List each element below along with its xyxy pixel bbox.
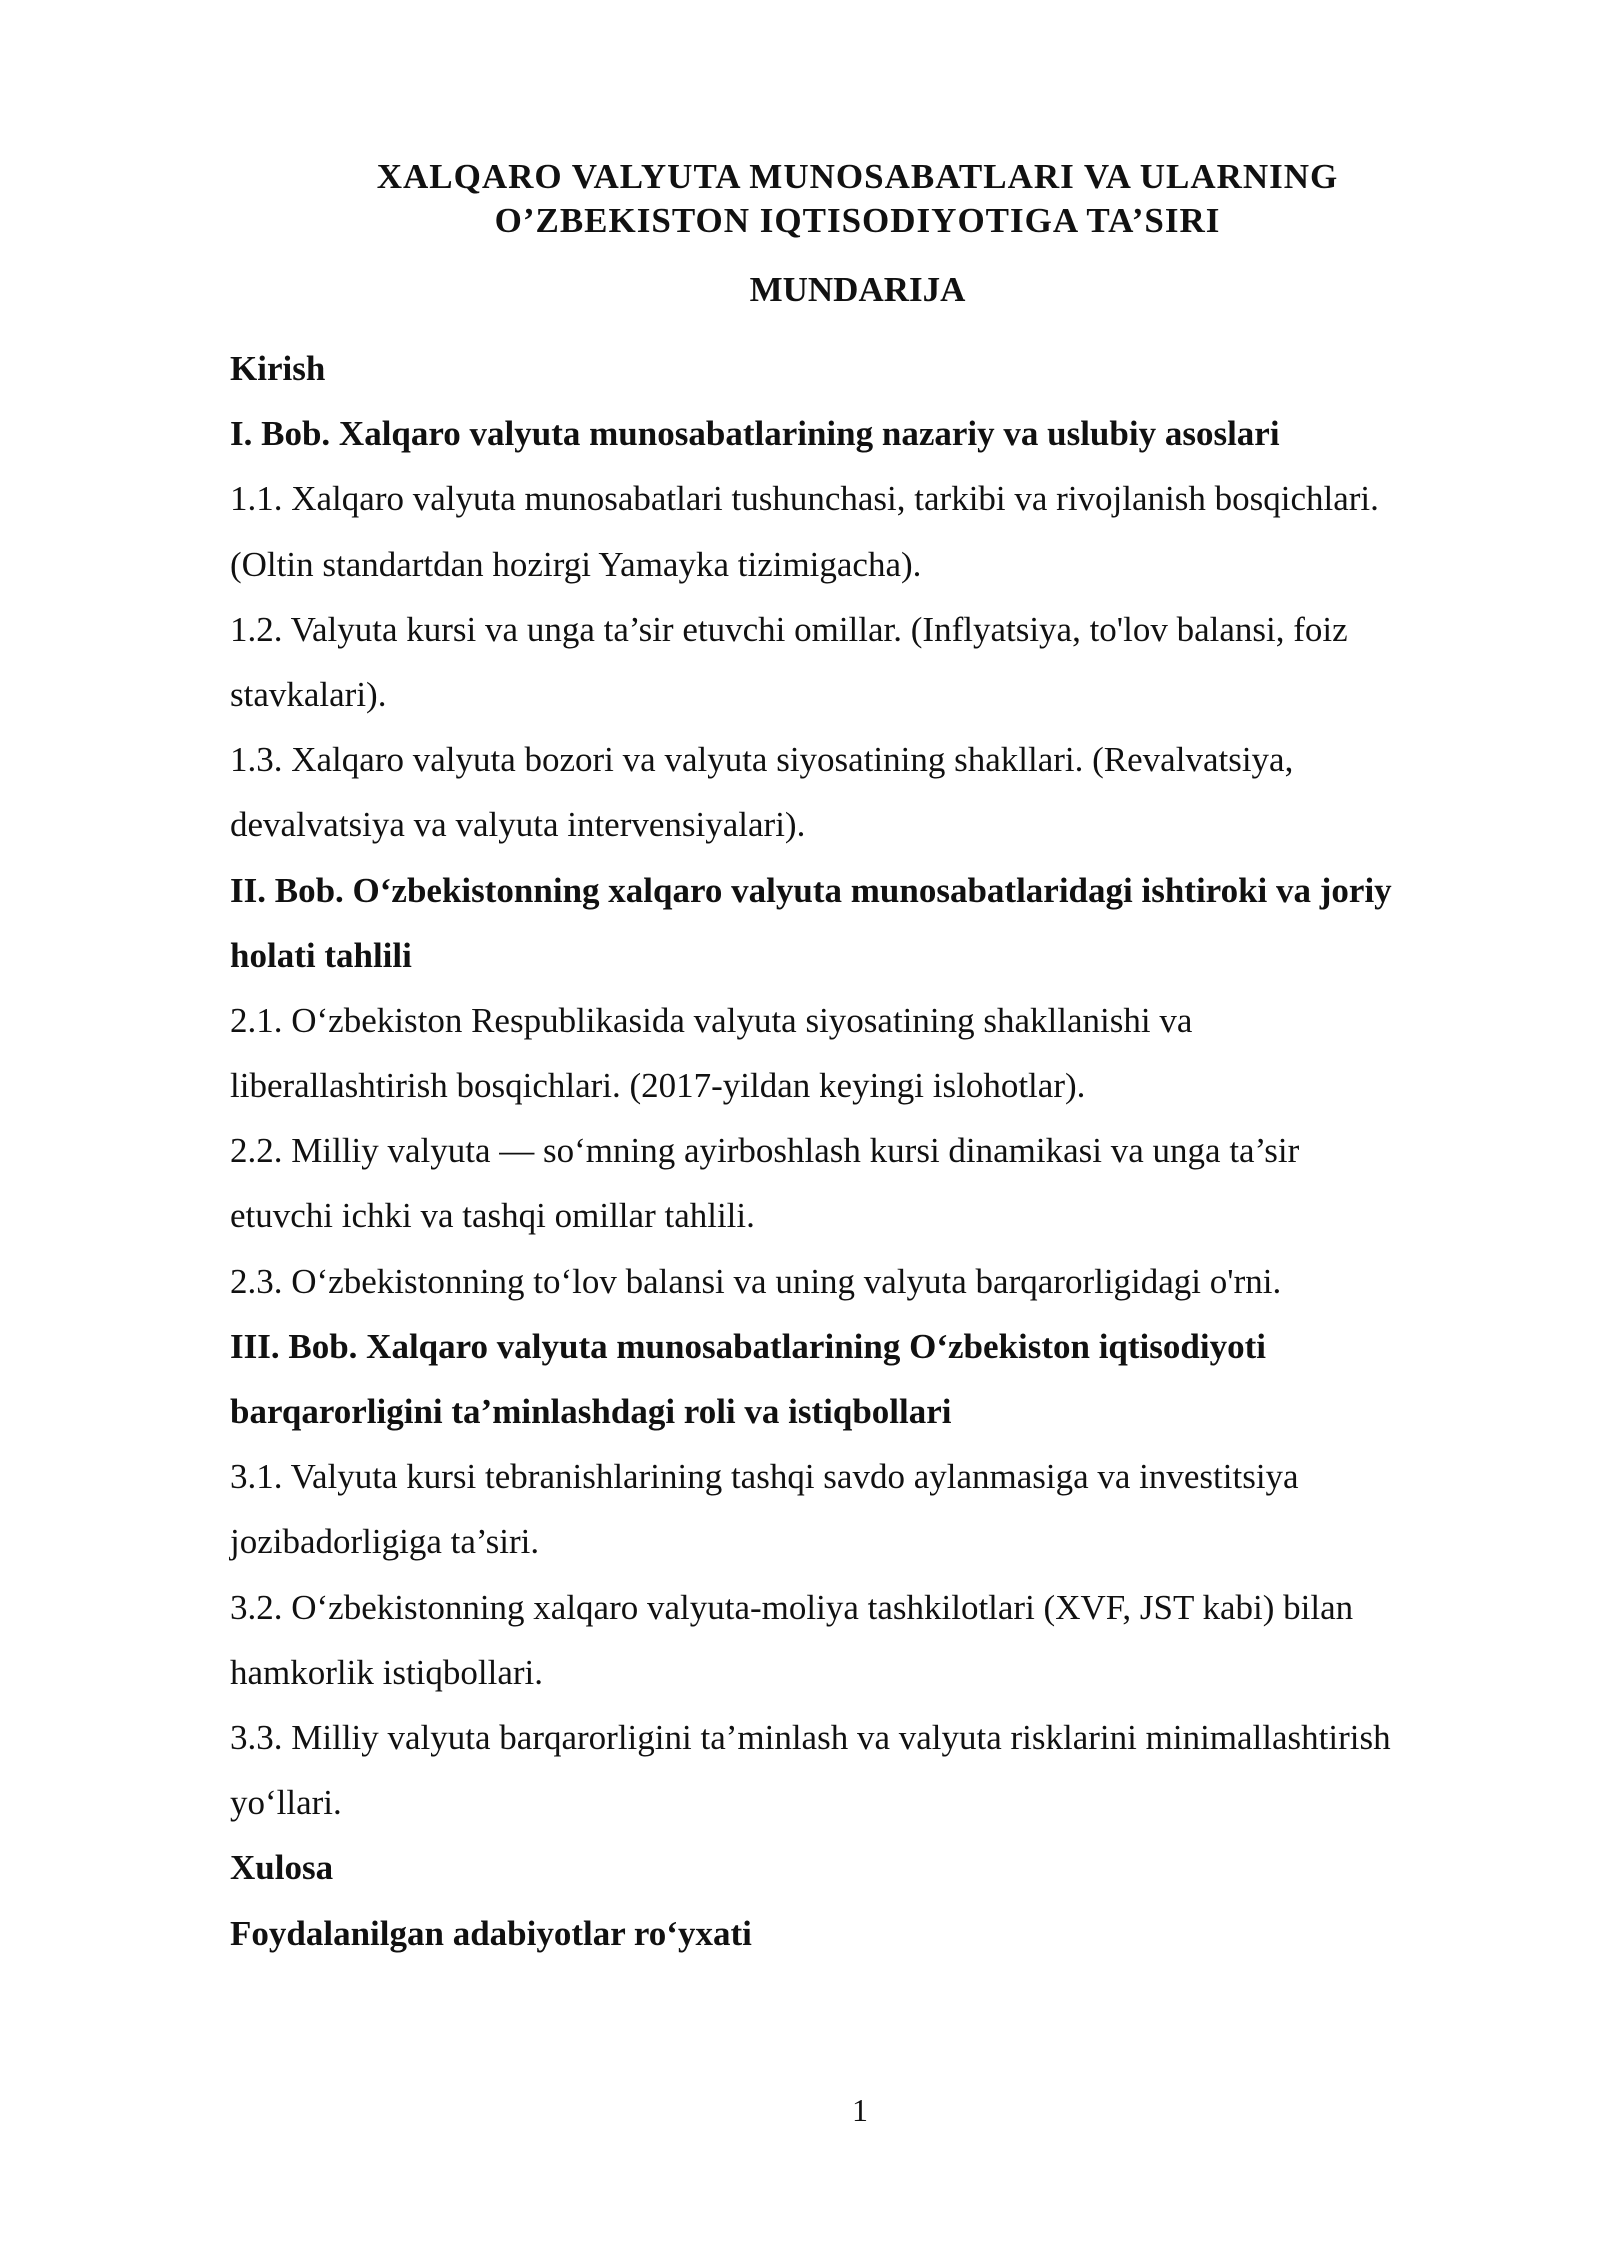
toc-section-1-1-continued: (Oltin standartdan hozirgi Yamayka tizimigacha). bbox=[230, 544, 922, 584]
toc-section-1-3: 1.3. Xalqaro valyuta bozori va valyuta siyosatining shakllari. (Revalvatsiya, bbox=[230, 740, 1294, 780]
toc-section-3-2-continued: hamkorlik istiqbollari. bbox=[230, 1652, 544, 1692]
toc-section-1-2: 1.2. Valyuta kursi va unga ta’sir etuvchi omillar. (Inflyatsiya, to'lov balansi, foiz bbox=[230, 609, 1348, 649]
toc-chapter-1: I. Bob. Xalqaro valyuta munosabatlarining nazariy va uslubiy asoslari bbox=[230, 414, 1280, 454]
page-number: 1 bbox=[852, 2092, 868, 2128]
toc-section-3-1-continued: jozibadorligiga ta’siri. bbox=[230, 1522, 540, 1562]
toc-section-1-1: 1.1. Xalqaro valyuta munosabatlari tushunchasi, tarkibi va rivojlanish bosqichlari. bbox=[230, 479, 1379, 519]
document-title-line-1: XALQARO VALYUTA MUNOSABATLARI VA ULARNING bbox=[376, 157, 1339, 196]
toc-section-2-3: 2.3. O‘zbekistonning to‘lov balansi va uning valyuta barqarorligidagi o'rni. bbox=[230, 1261, 1282, 1301]
toc-references: Foydalanilgan adabiyotlar ro‘yxati bbox=[230, 1913, 752, 1953]
toc-introduction: Kirish bbox=[230, 349, 326, 388]
toc-section-3-3: 3.3. Milliy valyuta barqarorligini ta’minlash va valyuta risklarini minimallashtirish bbox=[230, 1717, 1391, 1757]
toc-chapter-2: II. Bob. O‘zbekistonning xalqaro valyuta munosabatlaridagi ishtiroki va joriy bbox=[230, 870, 1392, 910]
toc-section-2-1-continued: liberallashtirish bosqichlari. (2017-yildan keyingi islohotlar). bbox=[230, 1066, 1086, 1106]
toc-section-1-2-continued: stavkalari). bbox=[230, 674, 387, 714]
toc-section-2-2: 2.2. Milliy valyuta — so‘mning ayirboshlash kursi dinamikasi va unga ta’sir bbox=[230, 1131, 1300, 1171]
toc-chapter-3: III. Bob. Xalqaro valyuta munosabatlarining O‘zbekiston iqtisodiyoti bbox=[230, 1326, 1266, 1366]
toc-chapter-3-continued: barqarorligini ta’minlashdagi roli va istiqbollari bbox=[230, 1392, 952, 1431]
toc-section-1-3-continued: devalvatsiya va valyuta intervensiyalari). bbox=[230, 805, 806, 845]
document-title-line-2: O’ZBEKISTON IQTISODIYOTIGA TA’SIRI bbox=[494, 201, 1221, 240]
table-of-contents bbox=[230, 336, 1530, 1966]
toc-section-2-1: 2.1. O‘zbekiston Respublikasida valyuta siyosatining shakllanishi va bbox=[230, 1000, 1193, 1040]
toc-section-2-2-continued: etuvchi ichki va tashqi omillar tahlili. bbox=[230, 1196, 755, 1236]
toc-conclusion: Xulosa bbox=[230, 1848, 334, 1888]
toc-section-3-1: 3.1. Valyuta kursi tebranishlarining tashqi savdo aylanmasiga va investitsiya bbox=[230, 1457, 1299, 1497]
toc-section-3-2: 3.2. O‘zbekistonning xalqaro valyuta-moliya tashkilotlari (XVF, JST kabi) bilan bbox=[230, 1587, 1354, 1627]
contents-heading: MUNDARIJA bbox=[749, 270, 966, 309]
toc-section-3-3-continued: yo‘llari. bbox=[230, 1783, 342, 1823]
toc-chapter-2-continued: holati tahlili bbox=[230, 935, 412, 975]
